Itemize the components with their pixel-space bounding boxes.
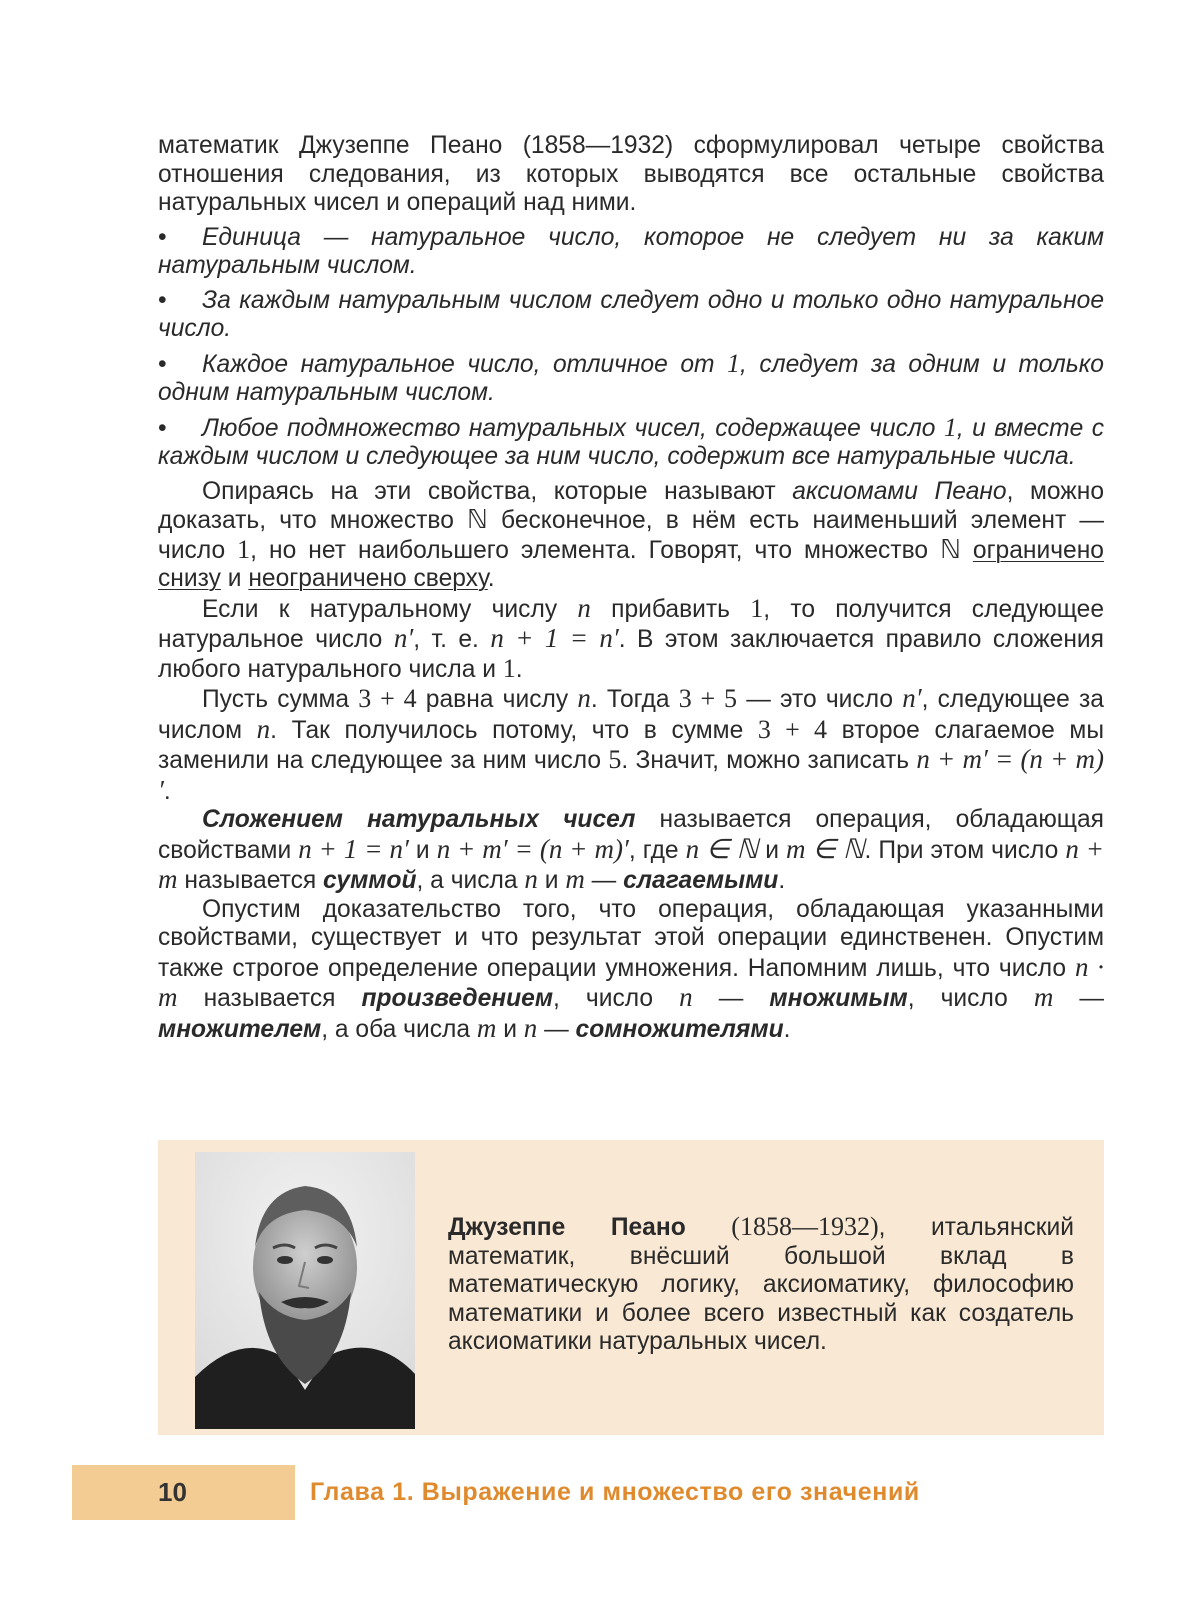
term-sum: суммой [323, 867, 417, 894]
term-bounded-below: ограничено снизу [158, 536, 1104, 592]
term-product: произведением [361, 985, 554, 1012]
paragraph-multiplication: Опустим доказательство того, что операция, обладающая указанными свойствами, существует и что результат этой операции единственен. Опустим также строгое определение операции умножения. Напомним лишь, что число n · m называется произведением, число n — множимым, число m — множителем, а оба числа m и n — сомножителями. [158, 895, 1104, 1043]
chapter-title: Глава 1. Выражение и множество его значений [310, 1478, 920, 1506]
bio-years: (1858—1932) [731, 1212, 879, 1241]
bullet-icon: • [158, 350, 167, 378]
axiom-4: • Любое подмножество натуральных чисел, содержащее число 1, и вместе с каждым числом и следующее за ним число, содержит все натуральные числа. [158, 412, 1104, 470]
term-addition: Сложением натуральных чисел [202, 806, 636, 833]
page-number-tab [72, 1465, 295, 1520]
term-unbounded-above: неограничено сверху [248, 565, 488, 592]
term-multiplicand: множимым [769, 985, 908, 1012]
portrait-drawing [195, 1152, 415, 1429]
paragraph-addition-definition: Сложением натуральных чисел называется операция, обладающая свойствами n + 1 = n′ и n + m′ = (n + m)′, где n ∈ ℕ и m ∈ ℕ. При этом число n + m называется суммой, а числа n и m — слагаемыми. [158, 806, 1105, 894]
paragraph-intro: математик Джузеппе Пеано (1858—1932) сформулировал четыре свойства отношения следования, из которых выводятся все остальные свойства натуральных чисел и операций над ними. [158, 132, 1104, 216]
main-text [158, 132, 1104, 1044]
paragraph-sum-example: Пусть сумма 3 + 4 равна числу n. Тогда 3 + 5 — это число n′, следующее за числом n. Так получилось потому, что в сумме 3 + 4 второе слагаемое мы заменили на следующее за ним число 5. Значит, можно записать n + m′ = (n + m)′. [158, 683, 1105, 805]
page-number: 10 [158, 1477, 187, 1507]
axiom-3: • Каждое натуральное число, отличное от 1, следует за одним и только одним натуральным числом. [158, 348, 1104, 406]
term-addends: слагаемыми [623, 867, 779, 894]
bullet-icon: • [158, 286, 167, 314]
paragraph-successor: Если к натуральному числу n прибавить 1, то получится следующее натуральное число n′, т. е. n + 1 = n′. В этом заключается правило сложения любого натурального числа и 1. [158, 592, 1105, 683]
bullet-icon: • [158, 223, 167, 251]
biography-box [158, 1140, 1104, 1435]
bio-name: Джузеппе Пеано [448, 1214, 686, 1241]
term-peano-axioms: аксиомами Пеано [792, 477, 1007, 505]
term-factors: сомножителями [575, 1015, 784, 1043]
portrait-image [195, 1152, 415, 1429]
term-multiplier: множителем [158, 1015, 322, 1043]
bullet-icon: • [158, 414, 167, 442]
paragraph-peano-axioms: Опираясь на эти свойства, которые называют аксиомами Пеано, можно доказать, что множество ℕ бесконечное, в нём есть наименьший элемент — число 1, но нет наибольшего элемента. Говорят, что множество ℕ ограничено снизу и неограничено сверху. [158, 477, 1104, 592]
axiom-1: • Единица — натуральное число, которое не следует ни за каким натуральным числом. [158, 223, 1104, 279]
axiom-2: • За каждым натуральным числом следует одно и только одно натуральное число. [158, 286, 1104, 342]
bio-description: , итальянский математик, внёсший большой вклад в математическую логику, аксиоматику, философию математики и более всего известный как создатель аксиоматики натуральных чисел. [448, 1214, 1074, 1355]
biography-text [448, 1213, 1074, 1357]
